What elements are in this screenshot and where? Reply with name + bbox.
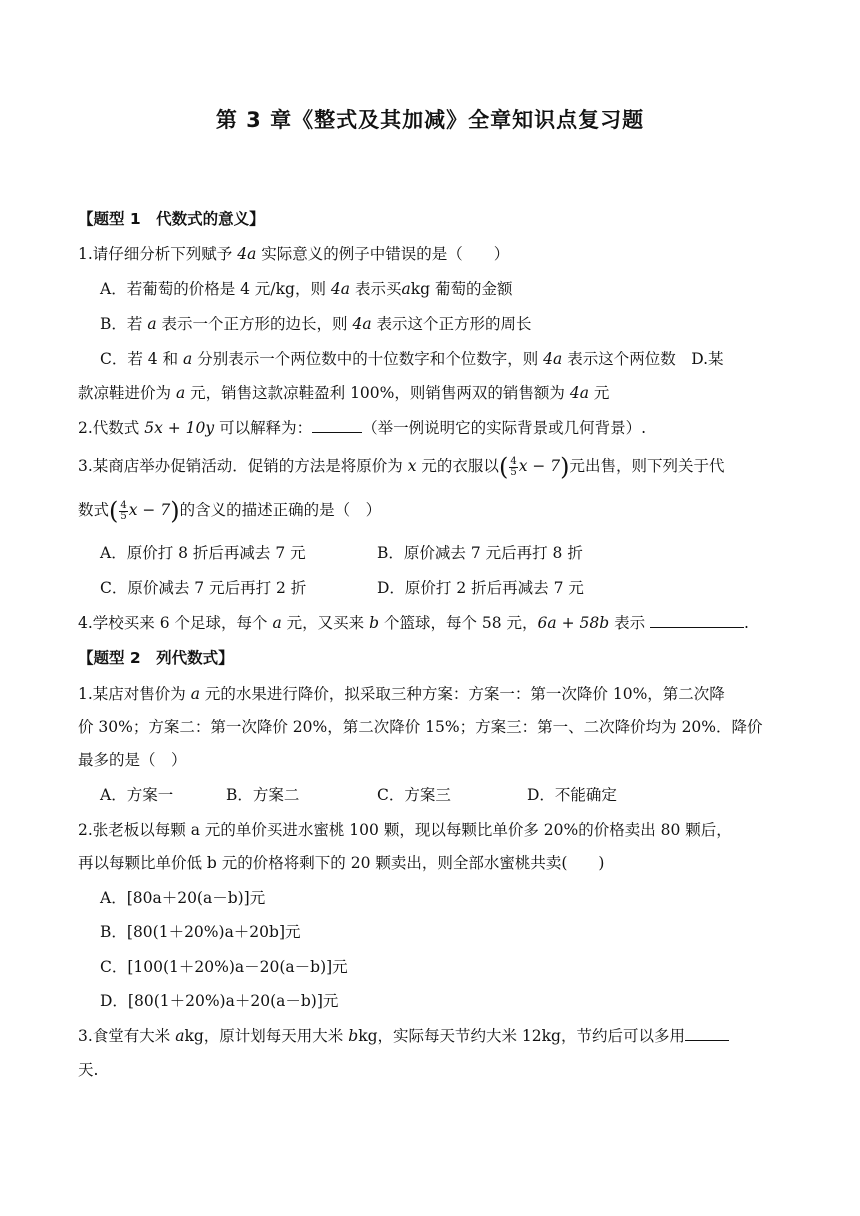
question-2-3-line-1: 3.食堂有大米 akg，原计划每天用大米 bkg，实际每天节约大米 12kg，节约后可以多用	[78, 1024, 784, 1048]
fraction-four-fifths: $\frac{4}{5}$	[120, 499, 127, 522]
question-1-1-option-a: A．若葡萄的价格是 4 元/kg，则 4a 表示买akg 葡萄的金额	[100, 280, 513, 298]
option-d: D．原价打 2 折后再减去 7 元	[377, 579, 584, 597]
question-2-3-line-2: 天.	[78, 1061, 99, 1079]
fraction-four-fifths: $\frac{4}{5}$	[510, 455, 517, 478]
question-1-1-stem: 1.请仔细分析下列赋予 4a 实际意义的例子中错误的是（ ）	[78, 245, 510, 263]
option-b: B．原价减去 7 元后再打 8 折	[377, 544, 583, 562]
question-2-2-option-b: B．[80(1＋20%)a＋20b]元	[100, 923, 301, 941]
question-2-2-line-1: 2.张老板以每颗 a 元的单价买进水蜜桃 100 颗，现以每颗比单价多 20%的价格卖出 80 颗后，	[78, 821, 732, 839]
answer-blank[interactable]	[650, 612, 744, 628]
question-2-2-option-a: A．[80a＋20(a－b)]元	[100, 889, 266, 907]
option-d: D．不能确定	[527, 786, 617, 804]
question-2-1-line-2: 价 30%；方案二：第一次降价 20%，第二次降价 15%；方案三：第一、二次降价均为 20%．降价	[78, 718, 763, 736]
section-heading-2: 【题型 2 列代数式】	[78, 649, 234, 667]
question-2-2-option-c: C．[100(1＋20%)a－20(a－b)]元	[100, 958, 348, 976]
question-1-3-line-1: 3.某商店举办促销活动．促销的方法是将原价为 x 元的衣服以( $\frac{4}{5}$ x − 7)元出售，则下列关于代	[78, 453, 725, 481]
option-a: A．方案一	[100, 786, 174, 804]
question-2-2-option-d: D．[80(1＋20%)a＋20(a－b)]元	[100, 992, 339, 1010]
question-1-3-line-2: 数式( $\frac{4}{5}$ x − 7)的含义的描述正确的是（ ）	[78, 497, 382, 525]
question-1-1-option-c: C．若 4 和 a 分别表示一个两位数中的十位数字和个位数字，则 4a 表示这个两位数 D.某	[100, 350, 724, 368]
question-1-1-option-d: 款凉鞋进价为 a 元，销售这款凉鞋盈利 100%，则销售两双的销售额为 4a 元	[78, 384, 610, 402]
option-a: A．原价打 8 折后再减去 7 元	[100, 544, 306, 562]
question-1-4: 4.学校买来 6 个足球，每个 a 元，又买来 b 个篮球，每个 58 元，6a + 58b 表示 .	[78, 614, 749, 632]
option-c: C．方案三	[377, 786, 451, 804]
question-1-2: 2.代数式 5x + 10y 可以解释为： （举一例说明它的实际背景或几何背景）.	[78, 419, 647, 437]
option-b: B．方案二	[226, 786, 300, 804]
question-1-1-option-b: B．若 a 表示一个正方形的边长，则 4a 表示这个正方形的周长	[100, 315, 532, 333]
question-2-1-line-3: 最多的是（ ）	[78, 751, 187, 769]
question-2-2-line-2: 再以每颗比单价低 b 元的价格将剩下的 20 颗卖出，则全部水蜜桃共卖( )	[78, 854, 605, 872]
answer-blank[interactable]	[685, 1025, 729, 1041]
answer-blank[interactable]	[312, 417, 362, 433]
question-2-1-line-1: 1.某店对售价为 a 元的水果进行降价，拟采取三种方案：方案一：第一次降价 10%，第二次降	[78, 685, 725, 703]
option-c: C．原价减去 7 元后再打 2 折	[100, 579, 307, 597]
page-title: 第 3 章《整式及其加减》全章知识点复习题	[215, 108, 645, 132]
section-heading-1: 【题型 1 代数式的意义】	[78, 210, 265, 228]
